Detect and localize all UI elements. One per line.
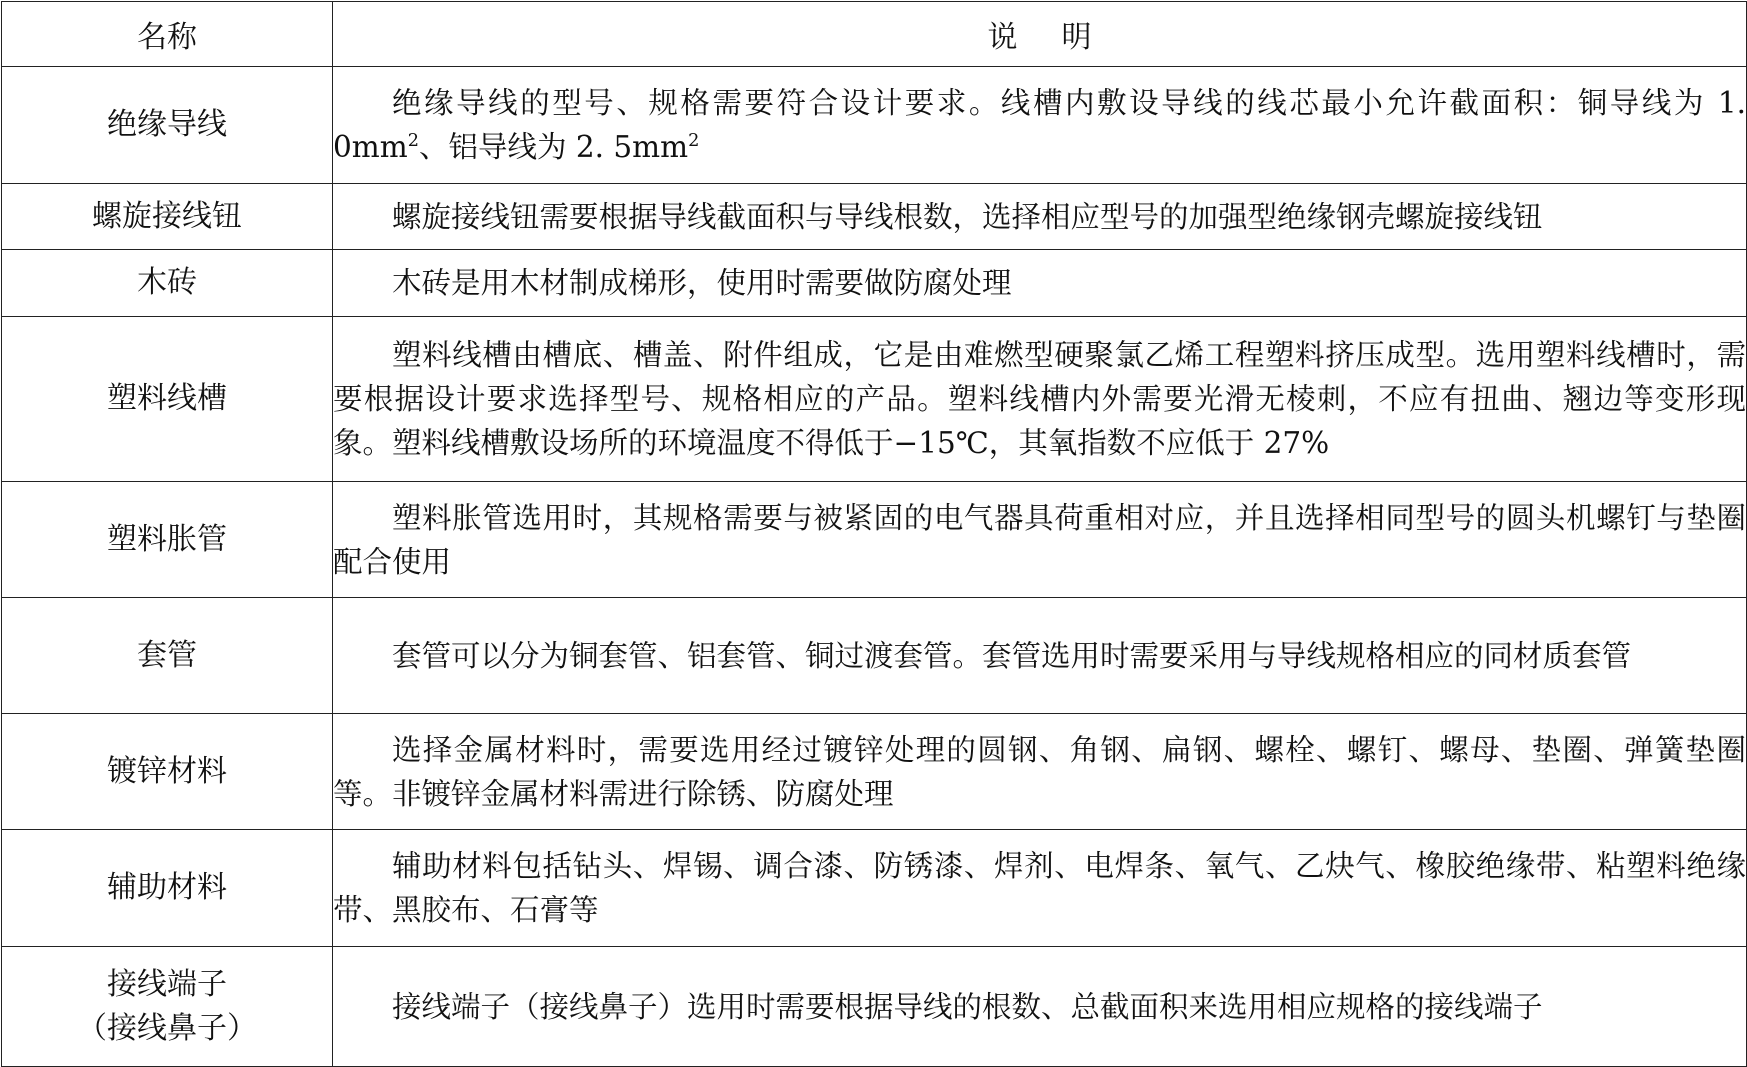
row-description: 选择金属材料时，需要选用经过镀锌处理的圆钢、角钢、扁钢、螺栓、螺钉、螺母、垫圈、弹簧垫圈等。非镀锌金属材料需进行除锈、防腐处理 (333, 714, 1747, 830)
table-row (2, 67, 1747, 184)
row-name: 绝缘导线 (2, 67, 333, 184)
row-name: 塑料胀管 (2, 482, 333, 598)
row-name-line1: 接线端子 (107, 966, 227, 1002)
row-description: 木砖是用木材制成梯形，使用时需要做防腐处理 (333, 250, 1747, 317)
row-description: 接线端子（接线鼻子）选用时需要根据导线的根数、总截面积来选用相应规格的接线端子 (333, 947, 1747, 1067)
table-header-row (2, 2, 1747, 67)
row-description: 绝缘导线的型号、规格需要符合设计要求。线槽内敷设导线的线芯最小允许截面积：铜导线为 1. $0mm^2$、铝导线为 2. $5mm^2$ (333, 67, 1747, 184)
header-name: 名称 (2, 2, 333, 67)
row-name: 辅助材料 (2, 830, 333, 947)
table-row (2, 830, 1747, 947)
table-row (2, 947, 1747, 1067)
table-row (2, 714, 1747, 830)
table-row (2, 317, 1747, 482)
row-name (2, 947, 333, 1067)
row-description: 塑料胀管选用时，其规格需要与被紧固的电气器具荷重相对应，并且选择相同型号的圆头机螺钉与垫圈配合使用 (333, 482, 1747, 598)
materials-spec-table (1, 1, 1747, 1067)
row-description: 辅助材料包括钻头、焊锡、调合漆、防锈漆、焊剂、电焊条、氧气、乙炔气、橡胶绝缘带、粘塑料绝缘带、黑胶布、石膏等 (333, 830, 1747, 947)
row-name: 镀锌材料 (2, 714, 333, 830)
table-row (2, 598, 1747, 714)
row-name: 套管 (2, 598, 333, 714)
row-name: 木砖 (2, 250, 333, 317)
table-row (2, 482, 1747, 598)
row-name: 塑料线槽 (2, 317, 333, 482)
table-row (2, 184, 1747, 250)
table-row (2, 250, 1747, 317)
row-description: 套管可以分为铜套管、铝套管、铜过渡套管。套管选用时需要采用与导线规格相应的同材质套管 (333, 598, 1747, 714)
row-name-line2: （接线鼻子） (77, 1010, 257, 1046)
header-description: 说明 (333, 2, 1747, 67)
row-description: 螺旋接线钮需要根据导线截面积与导线根数，选择相应型号的加强型绝缘钢壳螺旋接线钮 (333, 184, 1747, 250)
row-name: 螺旋接线钮 (2, 184, 333, 250)
row-description: 塑料线槽由槽底、槽盖、附件组成，它是由难燃型硬聚氯乙烯工程塑料挤压成型。选用塑料线槽时，需要根据设计要求选择型号、规格相应的产品。塑料线槽内外需要光滑无棱刺，不应有扭曲、翘边等变形现象。塑料线槽敷设场所的环境温度不得低于−15℃，其氧指数不应低于 27% (333, 317, 1747, 482)
